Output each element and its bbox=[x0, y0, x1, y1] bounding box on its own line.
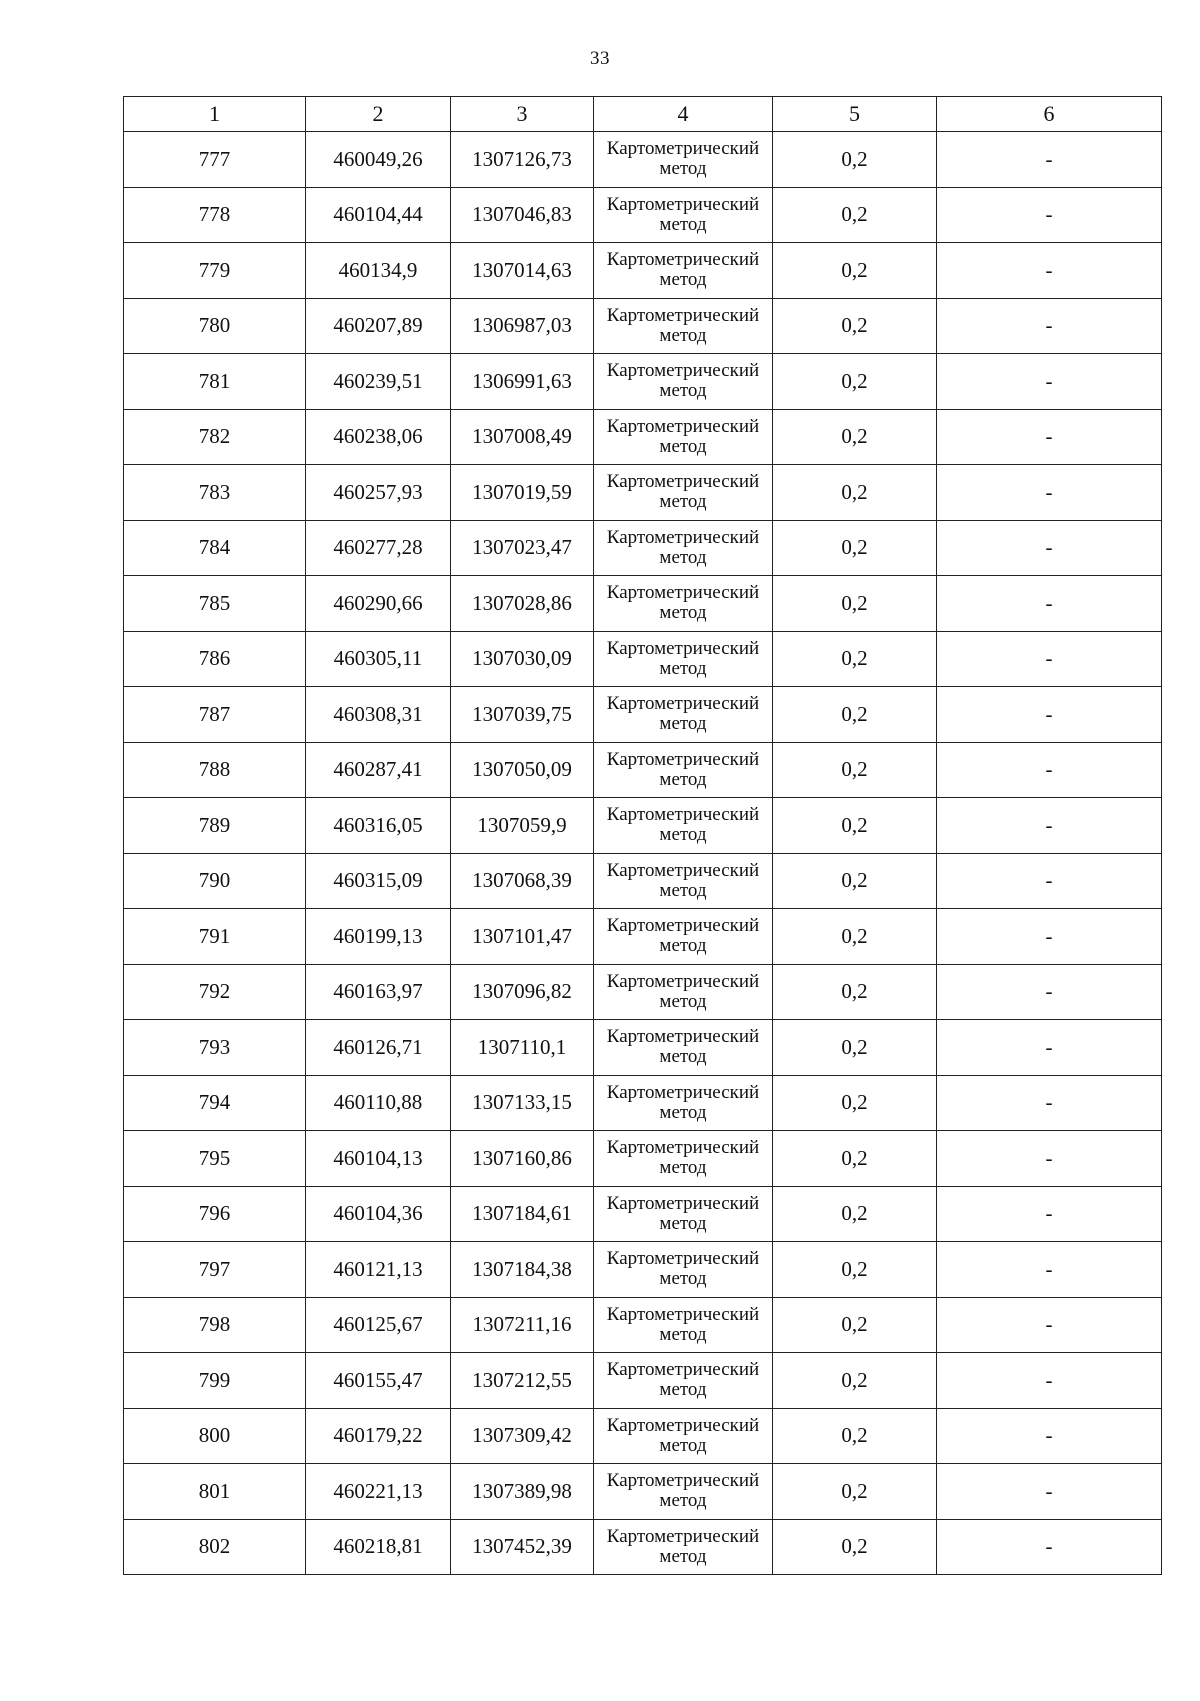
point-number-cell: 785 bbox=[124, 576, 306, 632]
method-line-1: Картометрический bbox=[606, 637, 760, 659]
point-number-cell: 777 bbox=[124, 132, 306, 188]
point-number-cell: 779 bbox=[124, 243, 306, 299]
accuracy-cell: 0,2 bbox=[773, 964, 937, 1020]
accuracy-cell: 0,2 bbox=[773, 1186, 937, 1242]
accuracy-cell: 0,2 bbox=[773, 409, 937, 465]
x-coordinate-cell: 460104,36 bbox=[306, 1186, 451, 1242]
x-coordinate-cell: 460110,88 bbox=[306, 1075, 451, 1131]
note-cell: - bbox=[937, 465, 1162, 521]
method-line-1: Картометрический bbox=[606, 471, 760, 493]
method-cell bbox=[594, 1297, 773, 1353]
method-line-1: Картометрический bbox=[606, 249, 760, 271]
accuracy-cell: 0,2 bbox=[773, 243, 937, 299]
note-cell: - bbox=[937, 576, 1162, 632]
point-number-cell: 788 bbox=[124, 742, 306, 798]
method-line-2: метод bbox=[659, 602, 707, 624]
point-number-cell: 795 bbox=[124, 1131, 306, 1187]
x-coordinate-cell: 460238,06 bbox=[306, 409, 451, 465]
table-row bbox=[124, 465, 1162, 521]
accuracy-cell: 0,2 bbox=[773, 1464, 937, 1520]
y-coordinate-cell: 1307211,16 bbox=[451, 1297, 594, 1353]
point-number-cell: 783 bbox=[124, 465, 306, 521]
y-coordinate-cell: 1307126,73 bbox=[451, 132, 594, 188]
method-line-2: метод bbox=[659, 1157, 707, 1179]
method-cell bbox=[594, 409, 773, 465]
y-coordinate-cell: 1307452,39 bbox=[451, 1519, 594, 1575]
method-cell bbox=[594, 1353, 773, 1409]
note-cell: - bbox=[937, 1131, 1162, 1187]
method-line-2: метод bbox=[659, 768, 707, 790]
method-cell bbox=[594, 243, 773, 299]
y-coordinate-cell: 1307212,55 bbox=[451, 1353, 594, 1409]
table-row bbox=[124, 1353, 1162, 1409]
point-number-cell: 781 bbox=[124, 354, 306, 410]
method-line-2: метод bbox=[659, 1545, 707, 1567]
y-coordinate-cell: 1307110,1 bbox=[451, 1020, 594, 1076]
method-line-1: Картометрический bbox=[606, 304, 760, 326]
header-col-6: 6 bbox=[937, 97, 1162, 132]
accuracy-cell: 0,2 bbox=[773, 1131, 937, 1187]
method-line-1: Картометрический bbox=[606, 1414, 760, 1436]
table-row bbox=[124, 298, 1162, 354]
x-coordinate-cell: 460163,97 bbox=[306, 964, 451, 1020]
x-coordinate-cell: 460290,66 bbox=[306, 576, 451, 632]
header-col-3: 3 bbox=[451, 97, 594, 132]
table-row bbox=[124, 798, 1162, 854]
accuracy-cell: 0,2 bbox=[773, 742, 937, 798]
table-row bbox=[124, 1519, 1162, 1575]
point-number-cell: 793 bbox=[124, 1020, 306, 1076]
point-number-cell: 778 bbox=[124, 187, 306, 243]
table-row bbox=[124, 243, 1162, 299]
method-line-2: метод bbox=[659, 546, 707, 568]
method-line-2: метод bbox=[659, 324, 707, 346]
table-body bbox=[124, 132, 1162, 1575]
method-line-2: метод bbox=[659, 1434, 707, 1456]
y-coordinate-cell: 1307023,47 bbox=[451, 520, 594, 576]
table-row bbox=[124, 631, 1162, 687]
x-coordinate-cell: 460126,71 bbox=[306, 1020, 451, 1076]
method-line-1: Картометрический bbox=[606, 859, 760, 881]
y-coordinate-cell: 1307059,9 bbox=[451, 798, 594, 854]
table-row bbox=[124, 520, 1162, 576]
x-coordinate-cell: 460049,26 bbox=[306, 132, 451, 188]
page-number: 33 bbox=[590, 48, 610, 69]
method-line-2: метод bbox=[659, 657, 707, 679]
x-coordinate-cell: 460125,67 bbox=[306, 1297, 451, 1353]
accuracy-cell: 0,2 bbox=[773, 1353, 937, 1409]
note-cell: - bbox=[937, 1242, 1162, 1298]
note-cell: - bbox=[937, 520, 1162, 576]
method-line-1: Картометрический bbox=[606, 1137, 760, 1159]
y-coordinate-cell: 1307184,61 bbox=[451, 1186, 594, 1242]
accuracy-cell: 0,2 bbox=[773, 631, 937, 687]
point-number-cell: 787 bbox=[124, 687, 306, 743]
y-coordinate-cell: 1307184,38 bbox=[451, 1242, 594, 1298]
table-row bbox=[124, 1464, 1162, 1520]
note-cell: - bbox=[937, 187, 1162, 243]
y-coordinate-cell: 1306987,03 bbox=[451, 298, 594, 354]
table-row bbox=[124, 964, 1162, 1020]
method-line-2: метод bbox=[659, 990, 707, 1012]
note-cell: - bbox=[937, 243, 1162, 299]
method-cell bbox=[594, 1242, 773, 1298]
method-line-2: метод bbox=[659, 1046, 707, 1068]
method-line-1: Картометрический bbox=[606, 1248, 760, 1270]
y-coordinate-cell: 1307160,86 bbox=[451, 1131, 594, 1187]
y-coordinate-cell: 1307014,63 bbox=[451, 243, 594, 299]
method-cell bbox=[594, 187, 773, 243]
accuracy-cell: 0,2 bbox=[773, 1075, 937, 1131]
note-cell: - bbox=[937, 687, 1162, 743]
coordinates-table bbox=[123, 96, 1162, 1575]
table-row bbox=[124, 1020, 1162, 1076]
y-coordinate-cell: 1307008,49 bbox=[451, 409, 594, 465]
method-line-1: Картометрический bbox=[606, 804, 760, 826]
method-line-2: метод bbox=[659, 879, 707, 901]
accuracy-cell: 0,2 bbox=[773, 1020, 937, 1076]
accuracy-cell: 0,2 bbox=[773, 1408, 937, 1464]
x-coordinate-cell: 460315,09 bbox=[306, 853, 451, 909]
note-cell: - bbox=[937, 1297, 1162, 1353]
note-cell: - bbox=[937, 354, 1162, 410]
method-line-1: Картометрический bbox=[606, 1081, 760, 1103]
x-coordinate-cell: 460134,9 bbox=[306, 243, 451, 299]
method-cell bbox=[594, 742, 773, 798]
header-col-1: 1 bbox=[124, 97, 306, 132]
x-coordinate-cell: 460104,44 bbox=[306, 187, 451, 243]
method-cell bbox=[594, 909, 773, 965]
method-line-2: метод bbox=[659, 269, 707, 291]
header-col-2: 2 bbox=[306, 97, 451, 132]
point-number-cell: 800 bbox=[124, 1408, 306, 1464]
note-cell: - bbox=[937, 964, 1162, 1020]
y-coordinate-cell: 1307101,47 bbox=[451, 909, 594, 965]
x-coordinate-cell: 460121,13 bbox=[306, 1242, 451, 1298]
note-cell: - bbox=[937, 1519, 1162, 1575]
method-cell bbox=[594, 853, 773, 909]
method-line-2: метод bbox=[659, 713, 707, 735]
method-line-1: Картометрический bbox=[606, 526, 760, 548]
method-line-1: Картометрический bbox=[606, 360, 760, 382]
method-line-2: метод bbox=[659, 1101, 707, 1123]
method-line-2: метод bbox=[659, 1323, 707, 1345]
table-row bbox=[124, 1297, 1162, 1353]
accuracy-cell: 0,2 bbox=[773, 132, 937, 188]
y-coordinate-cell: 1307309,42 bbox=[451, 1408, 594, 1464]
y-coordinate-cell: 1307019,59 bbox=[451, 465, 594, 521]
y-coordinate-cell: 1307096,82 bbox=[451, 964, 594, 1020]
point-number-cell: 801 bbox=[124, 1464, 306, 1520]
method-cell bbox=[594, 1464, 773, 1520]
x-coordinate-cell: 460179,22 bbox=[306, 1408, 451, 1464]
accuracy-cell: 0,2 bbox=[773, 298, 937, 354]
x-coordinate-cell: 460218,81 bbox=[306, 1519, 451, 1575]
method-line-2: метод bbox=[659, 1379, 707, 1401]
note-cell: - bbox=[937, 1464, 1162, 1520]
x-coordinate-cell: 460207,89 bbox=[306, 298, 451, 354]
table-row bbox=[124, 853, 1162, 909]
table-row bbox=[124, 742, 1162, 798]
header-col-4: 4 bbox=[594, 97, 773, 132]
method-line-1: Картометрический bbox=[606, 915, 760, 937]
note-cell: - bbox=[937, 132, 1162, 188]
x-coordinate-cell: 460155,47 bbox=[306, 1353, 451, 1409]
method-line-1: Картометрический bbox=[606, 1470, 760, 1492]
note-cell: - bbox=[937, 1020, 1162, 1076]
table-row bbox=[124, 1075, 1162, 1131]
note-cell: - bbox=[937, 298, 1162, 354]
x-coordinate-cell: 460287,41 bbox=[306, 742, 451, 798]
table-row bbox=[124, 576, 1162, 632]
note-cell: - bbox=[937, 742, 1162, 798]
accuracy-cell: 0,2 bbox=[773, 465, 937, 521]
x-coordinate-cell: 460257,93 bbox=[306, 465, 451, 521]
method-line-2: метод bbox=[659, 1268, 707, 1290]
method-line-2: метод bbox=[659, 491, 707, 513]
method-cell bbox=[594, 520, 773, 576]
method-line-1: Картометрический bbox=[606, 193, 760, 215]
table-row bbox=[124, 132, 1162, 188]
x-coordinate-cell: 460221,13 bbox=[306, 1464, 451, 1520]
method-line-1: Картометрический bbox=[606, 582, 760, 604]
accuracy-cell: 0,2 bbox=[773, 1297, 937, 1353]
table-row bbox=[124, 909, 1162, 965]
x-coordinate-cell: 460305,11 bbox=[306, 631, 451, 687]
method-line-2: метод bbox=[659, 435, 707, 457]
accuracy-cell: 0,2 bbox=[773, 798, 937, 854]
point-number-cell: 790 bbox=[124, 853, 306, 909]
method-line-2: метод bbox=[659, 213, 707, 235]
method-line-2: метод bbox=[659, 1490, 707, 1512]
method-line-1: Картометрический bbox=[606, 693, 760, 715]
note-cell: - bbox=[937, 409, 1162, 465]
method-line-1: Картометрический bbox=[606, 748, 760, 770]
note-cell: - bbox=[937, 853, 1162, 909]
y-coordinate-cell: 1307046,83 bbox=[451, 187, 594, 243]
method-line-1: Картометрический bbox=[606, 1192, 760, 1214]
accuracy-cell: 0,2 bbox=[773, 1519, 937, 1575]
method-line-1: Картометрический bbox=[606, 1303, 760, 1325]
method-line-1: Картометрический bbox=[606, 415, 760, 437]
table-row bbox=[124, 354, 1162, 410]
point-number-cell: 794 bbox=[124, 1075, 306, 1131]
accuracy-cell: 0,2 bbox=[773, 853, 937, 909]
point-number-cell: 792 bbox=[124, 964, 306, 1020]
note-cell: - bbox=[937, 909, 1162, 965]
point-number-cell: 796 bbox=[124, 1186, 306, 1242]
point-number-cell: 786 bbox=[124, 631, 306, 687]
header-row bbox=[124, 97, 1162, 132]
point-number-cell: 791 bbox=[124, 909, 306, 965]
method-cell bbox=[594, 354, 773, 410]
method-cell bbox=[594, 1075, 773, 1131]
method-line-1: Картометрический bbox=[606, 1026, 760, 1048]
x-coordinate-cell: 460104,13 bbox=[306, 1131, 451, 1187]
method-line-2: метод bbox=[659, 824, 707, 846]
table-row bbox=[124, 1186, 1162, 1242]
point-number-cell: 797 bbox=[124, 1242, 306, 1298]
method-line-1: Картометрический bbox=[606, 1525, 760, 1547]
note-cell: - bbox=[937, 1408, 1162, 1464]
method-cell bbox=[594, 1186, 773, 1242]
point-number-cell: 802 bbox=[124, 1519, 306, 1575]
method-cell bbox=[594, 1020, 773, 1076]
point-number-cell: 799 bbox=[124, 1353, 306, 1409]
x-coordinate-cell: 460239,51 bbox=[306, 354, 451, 410]
x-coordinate-cell: 460308,31 bbox=[306, 687, 451, 743]
point-number-cell: 782 bbox=[124, 409, 306, 465]
point-number-cell: 780 bbox=[124, 298, 306, 354]
method-cell bbox=[594, 132, 773, 188]
point-number-cell: 789 bbox=[124, 798, 306, 854]
accuracy-cell: 0,2 bbox=[773, 576, 937, 632]
method-cell bbox=[594, 576, 773, 632]
y-coordinate-cell: 1307039,75 bbox=[451, 687, 594, 743]
table-row bbox=[124, 187, 1162, 243]
method-cell bbox=[594, 964, 773, 1020]
y-coordinate-cell: 1307050,09 bbox=[451, 742, 594, 798]
method-line-2: метод bbox=[659, 1212, 707, 1234]
note-cell: - bbox=[937, 1186, 1162, 1242]
header-col-5: 5 bbox=[773, 97, 937, 132]
x-coordinate-cell: 460277,28 bbox=[306, 520, 451, 576]
table-row bbox=[124, 1131, 1162, 1187]
point-number-cell: 798 bbox=[124, 1297, 306, 1353]
x-coordinate-cell: 460199,13 bbox=[306, 909, 451, 965]
method-cell bbox=[594, 465, 773, 521]
table-row bbox=[124, 1408, 1162, 1464]
method-cell bbox=[594, 1408, 773, 1464]
method-line-2: метод bbox=[659, 158, 707, 180]
method-cell bbox=[594, 687, 773, 743]
accuracy-cell: 0,2 bbox=[773, 687, 937, 743]
method-cell bbox=[594, 631, 773, 687]
note-cell: - bbox=[937, 798, 1162, 854]
method-line-1: Картометрический bbox=[606, 1359, 760, 1381]
y-coordinate-cell: 1307028,86 bbox=[451, 576, 594, 632]
method-cell bbox=[594, 798, 773, 854]
accuracy-cell: 0,2 bbox=[773, 909, 937, 965]
method-line-2: метод bbox=[659, 380, 707, 402]
y-coordinate-cell: 1307133,15 bbox=[451, 1075, 594, 1131]
y-coordinate-cell: 1307068,39 bbox=[451, 853, 594, 909]
table-row bbox=[124, 1242, 1162, 1298]
method-line-1: Картометрический bbox=[606, 970, 760, 992]
note-cell: - bbox=[937, 1353, 1162, 1409]
note-cell: - bbox=[937, 1075, 1162, 1131]
y-coordinate-cell: 1306991,63 bbox=[451, 354, 594, 410]
table-row bbox=[124, 687, 1162, 743]
method-line-2: метод bbox=[659, 935, 707, 957]
accuracy-cell: 0,2 bbox=[773, 354, 937, 410]
y-coordinate-cell: 1307389,98 bbox=[451, 1464, 594, 1520]
point-number-cell: 784 bbox=[124, 520, 306, 576]
accuracy-cell: 0,2 bbox=[773, 1242, 937, 1298]
method-cell bbox=[594, 1519, 773, 1575]
table-row bbox=[124, 409, 1162, 465]
note-cell: - bbox=[937, 631, 1162, 687]
accuracy-cell: 0,2 bbox=[773, 187, 937, 243]
method-line-1: Картометрический bbox=[606, 138, 760, 160]
method-cell bbox=[594, 298, 773, 354]
accuracy-cell: 0,2 bbox=[773, 520, 937, 576]
method-cell bbox=[594, 1131, 773, 1187]
y-coordinate-cell: 1307030,09 bbox=[451, 631, 594, 687]
x-coordinate-cell: 460316,05 bbox=[306, 798, 451, 854]
